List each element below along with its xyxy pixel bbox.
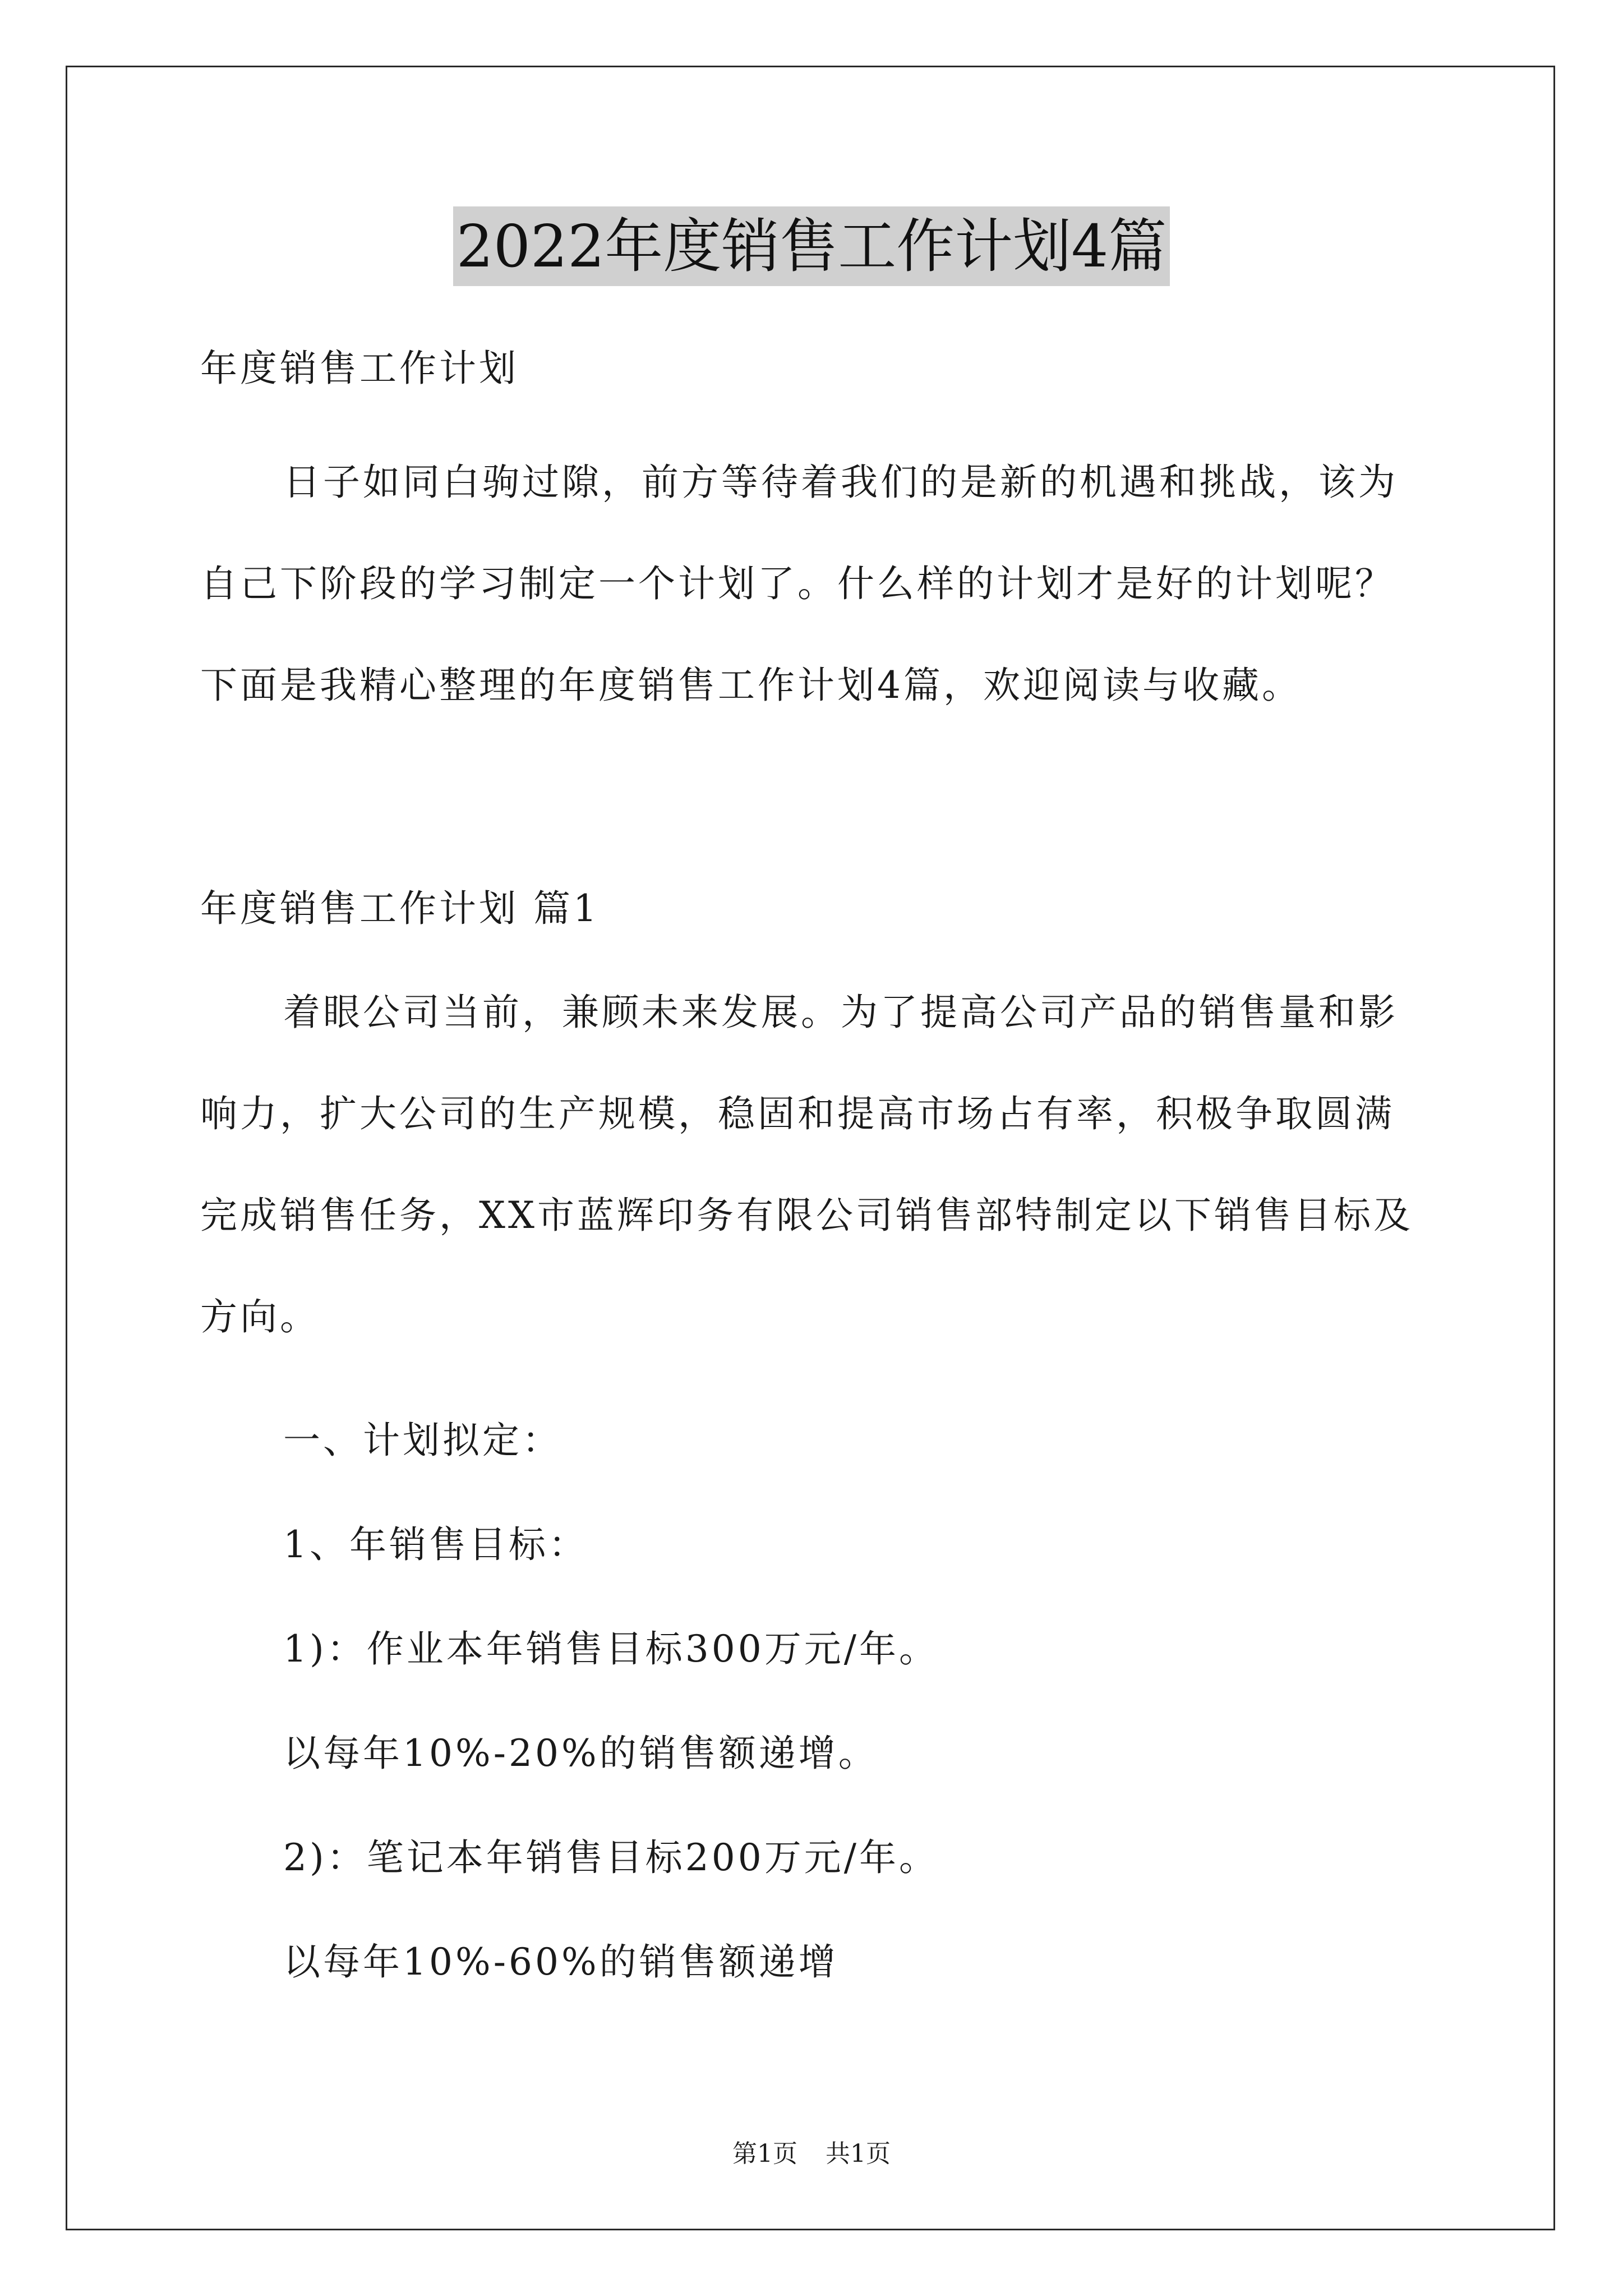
intro-paragraph — [200, 460, 1428, 765]
section1-line-3: 完成销售任务，XX市蓝辉印务有限公司销售部特制定以下销售目标及 — [200, 1194, 1413, 1237]
document-title: 2022年度销售工作计划4篇 — [453, 206, 1170, 286]
section1-paragraph — [200, 990, 1428, 1396]
page-footer — [0, 2137, 1623, 2171]
section1-line-1: 着眼公司当前，兼顾未来发展。为了提高公司产品的销售量和影 — [283, 991, 1398, 1034]
goal-1-growth: 以每年10%-20%的销售额递增。 — [283, 1732, 878, 1775]
page-number: 第1页 — [732, 2139, 797, 2168]
goal-2-growth: 以每年10%-60%的销售额递增 — [283, 1940, 838, 1984]
total-pages: 共1页 — [826, 2139, 891, 2168]
plan-heading: 一、计划拟定： — [283, 1419, 562, 1462]
goal-heading: 1、年销售目标： — [283, 1523, 588, 1566]
intro-line-2: 自己下阶段的学习制定一个计划了。什么样的计划才是好的计划呢？ — [200, 562, 1395, 605]
section1-line-4: 方向。 — [200, 1295, 320, 1338]
intro-line-1: 日子如同白驹过隙，前方等待着我们的是新的机遇和挑战，该为 — [283, 461, 1398, 504]
goal-2: 2)：笔记本年销售目标200万元/年。 — [283, 1836, 939, 1879]
goal-1: 1)：作业本年销售目标300万元/年。 — [283, 1627, 939, 1671]
section1-heading: 年度销售工作计划 篇1 — [200, 887, 600, 930]
intro-heading: 年度销售工作计划 — [200, 347, 519, 390]
intro-line-3: 下面是我精心整理的年度销售工作计划4篇，欢迎阅读与收藏。 — [200, 664, 1302, 707]
title-block — [0, 206, 1623, 286]
section1-line-2: 响力，扩大公司的生产规模，稳固和提高市场占有率，积极争取圆满 — [200, 1092, 1395, 1135]
